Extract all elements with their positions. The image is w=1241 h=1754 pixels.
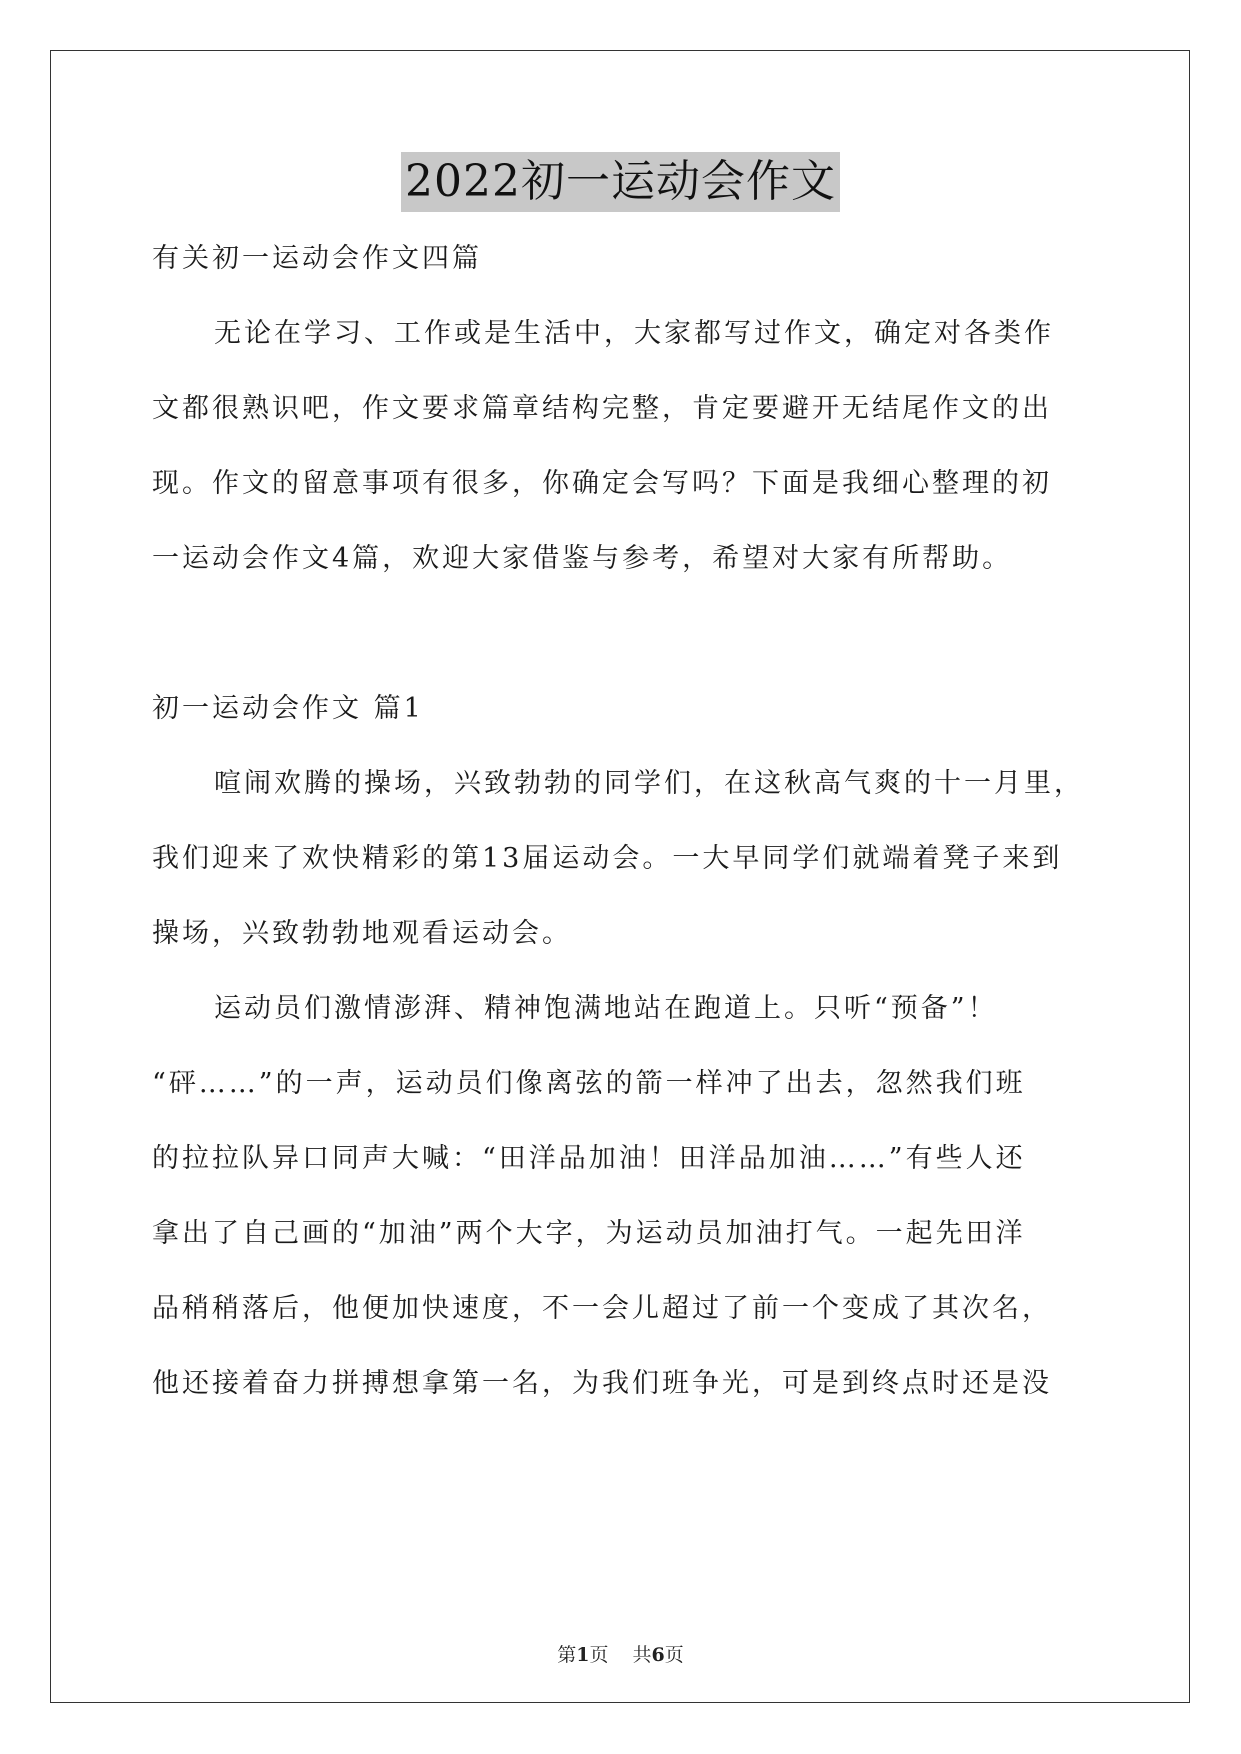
- section1-para2-line: 品稍稍落后，他便加快速度，不一会儿超过了前一个变成了其次名，: [152, 1293, 1052, 1324]
- section1-para2-line: 拿出了自己画的“加油”两个大字，为运动员加油打气。一起先田洋: [152, 1218, 1026, 1249]
- section1-para1-line: 我们迎来了欢快精彩的第13届运动会。一大早同学们就端着凳子来到: [152, 843, 1063, 874]
- section1-para2-line: 运动员们激情澎湃、精神饱满地站在跑道上。只听“预备”！: [214, 993, 998, 1024]
- document-title: 2022初一运动会作文: [401, 152, 840, 212]
- page-prefix: 第: [557, 1644, 577, 1666]
- section1-para1-line: 喧闹欢腾的操场，兴致勃勃的同学们，在这秋高气爽的十一月里，: [214, 768, 1084, 799]
- section1-para2-line: 的拉拉队异口同声大喊：“田洋品加油！田洋品加油……”有些人还: [152, 1143, 1026, 1174]
- intro-heading: 有关初一运动会作文四篇: [152, 243, 482, 274]
- section1-para2-line: 他还接着奋力拼搏想拿第一名，为我们班争光，可是到终点时还是没: [152, 1368, 1052, 1399]
- total-pages: 6: [651, 1644, 665, 1666]
- section-spacer: [152, 607, 1092, 682]
- section1-para2-line: “砰……”的一声，运动员们像离弦的箭一样冲了出去，忽然我们班: [152, 1068, 1026, 1099]
- page-number: 1: [576, 1644, 590, 1666]
- title-wrap: [0, 152, 1241, 212]
- section1-para1-line: 操场，兴致勃勃地观看运动会。: [152, 918, 572, 949]
- intro-line: 无论在学习、工作或是生活中，大家都写过作文，确定对各类作: [214, 318, 1054, 349]
- section1-heading: 初一运动会作文 篇1: [152, 693, 424, 724]
- intro-line: 文都很熟识吧，作文要求篇章结构完整，肯定要避开无结尾作文的出: [152, 393, 1052, 424]
- page-suffix: 页: [589, 1644, 609, 1666]
- total-prefix: 共: [632, 1644, 652, 1666]
- total-suffix: 页: [664, 1644, 684, 1666]
- page-footer: [0, 1640, 1241, 1667]
- document-body: [152, 232, 1092, 1432]
- intro-line: 现。作文的留意事项有很多，你确定会写吗？下面是我细心整理的初: [152, 468, 1052, 499]
- intro-line: 一运动会作文4篇，欢迎大家借鉴与参考，希望对大家有所帮助。: [152, 543, 1013, 574]
